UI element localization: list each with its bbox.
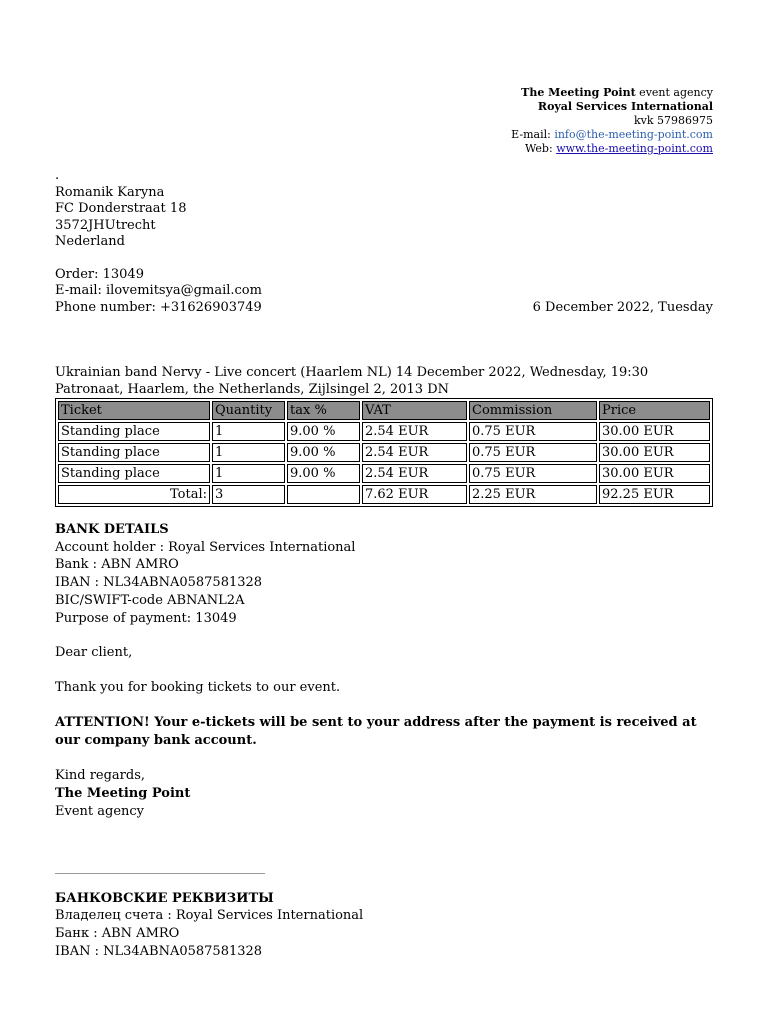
event-title: Ukrainian band Nervy - Live concert (Haarlem NL) 14 December 2022, Wednesday, 19:30 bbox=[55, 365, 649, 380]
cell-quantity: 1 bbox=[212, 422, 285, 441]
company-name: The Meeting Point bbox=[521, 86, 636, 99]
cell-commission: 0.75 EUR bbox=[469, 422, 597, 441]
order-date: 6 December 2022, Tuesday bbox=[532, 299, 713, 315]
cell-tax: 9.00 % bbox=[287, 443, 360, 462]
cell-price: 30.00 EUR bbox=[599, 443, 710, 462]
cell-ticket: Standing place bbox=[58, 422, 210, 441]
company-web-link[interactable]: www.the-meeting-point.com bbox=[556, 142, 713, 155]
payment-purpose: Purpose of payment: 13049 bbox=[55, 610, 237, 626]
ru-bank-name: Банк : ABN AMRO bbox=[55, 926, 180, 942]
cell-ticket: Standing place bbox=[58, 443, 210, 462]
ru-bank-details bbox=[55, 890, 713, 961]
company-header bbox=[55, 86, 713, 156]
event-info bbox=[55, 364, 713, 398]
header-tax: tax % bbox=[287, 401, 360, 420]
cell-price: 30.00 EUR bbox=[599, 464, 710, 483]
account-holder: Account holder : Royal Services International bbox=[55, 539, 356, 555]
total-quantity: 3 bbox=[212, 485, 285, 504]
recipient-country: Nederland bbox=[55, 234, 125, 249]
cell-vat: 2.54 EUR bbox=[362, 422, 467, 441]
invoice-page bbox=[55, 86, 713, 960]
header-vat: VAT bbox=[362, 401, 467, 420]
kind-regards: Kind regards, bbox=[55, 767, 146, 783]
header-commission: Commission bbox=[469, 401, 597, 420]
web-label: Web: bbox=[525, 142, 557, 155]
signature-block bbox=[55, 767, 713, 821]
total-label: Total: bbox=[58, 485, 210, 504]
recipient-dot: . bbox=[55, 168, 60, 183]
tickets-table bbox=[55, 398, 713, 507]
table-row bbox=[58, 464, 710, 483]
kvk-number: kvk 57986975 bbox=[633, 114, 713, 127]
section-divider bbox=[55, 873, 265, 874]
ru-bank-title: БАНКОВСКИЕ РЕКВИЗИТЫ bbox=[55, 890, 274, 906]
greeting: Dear client, bbox=[55, 645, 133, 661]
table-row bbox=[58, 422, 710, 441]
customer-phone: Phone number: +31626903749 bbox=[55, 299, 262, 315]
attention-notice: ATTENTION! Your e-tickets will be sent to your address after the payment is received at our company bank account. bbox=[55, 714, 697, 748]
company-name-line bbox=[55, 86, 713, 100]
signature-role: Event agency bbox=[55, 803, 145, 819]
recipient-postal-city: 3572JHUtrecht bbox=[55, 217, 156, 233]
company-email-link[interactable]: info@the-meeting-point.com bbox=[554, 128, 713, 141]
signature-company: The Meeting Point bbox=[55, 785, 191, 801]
company-suffix: event agency bbox=[635, 86, 713, 99]
cell-commission: 0.75 EUR bbox=[469, 464, 597, 483]
total-price: 92.25 EUR bbox=[599, 485, 710, 504]
customer-email: E-mail: ilovemitsya@gmail.com bbox=[55, 283, 262, 298]
legal-name: Royal Services International bbox=[537, 100, 713, 113]
email-label: E-mail: bbox=[511, 128, 555, 141]
event-venue: Patronaat, Haarlem, the Netherlands, Zijlsingel 2, 2013 DN bbox=[55, 382, 450, 397]
total-tax bbox=[287, 485, 360, 504]
company-web-line bbox=[55, 142, 713, 156]
cell-tax: 9.00 % bbox=[287, 422, 360, 441]
cell-price: 30.00 EUR bbox=[599, 422, 710, 441]
cell-vat: 2.54 EUR bbox=[362, 464, 467, 483]
header-price: Price bbox=[599, 401, 710, 420]
recipient-street: FC Donderstraat 18 bbox=[55, 201, 187, 216]
table-header-row bbox=[58, 401, 710, 420]
bic-swift: BIC/SWIFT-code ABNANL2A bbox=[55, 592, 245, 608]
cell-commission: 0.75 EUR bbox=[469, 443, 597, 462]
cell-tax: 9.00 % bbox=[287, 464, 360, 483]
ru-account-holder: Владелец счета : Royal Services International bbox=[55, 908, 364, 924]
cell-quantity: 1 bbox=[212, 464, 285, 483]
recipient-address bbox=[55, 168, 713, 251]
cell-vat: 2.54 EUR bbox=[362, 443, 467, 462]
table-row bbox=[58, 443, 710, 462]
ru-iban: IBAN : NL34ABNA0587581328 bbox=[55, 943, 263, 959]
order-number: Order: 13049 bbox=[55, 266, 144, 282]
table-total-row bbox=[58, 485, 710, 504]
company-email-line bbox=[55, 128, 713, 142]
bank-details bbox=[55, 521, 713, 627]
header-quantity: Quantity bbox=[212, 401, 285, 420]
bank-name: Bank : ABN AMRO bbox=[55, 557, 179, 573]
total-vat: 7.62 EUR bbox=[362, 485, 467, 504]
order-info bbox=[55, 267, 713, 317]
bank-details-title: BANK DETAILS bbox=[55, 522, 169, 537]
cell-quantity: 1 bbox=[212, 443, 285, 462]
thanks-text: Thank you for booking tickets to our event. bbox=[55, 679, 341, 695]
recipient-name: Romanik Karyna bbox=[55, 184, 165, 200]
iban: IBAN : NL34ABNA0587581328 bbox=[55, 575, 263, 591]
header-ticket: Ticket bbox=[58, 401, 210, 420]
cell-ticket: Standing place bbox=[58, 464, 210, 483]
total-commission: 2.25 EUR bbox=[469, 485, 597, 504]
